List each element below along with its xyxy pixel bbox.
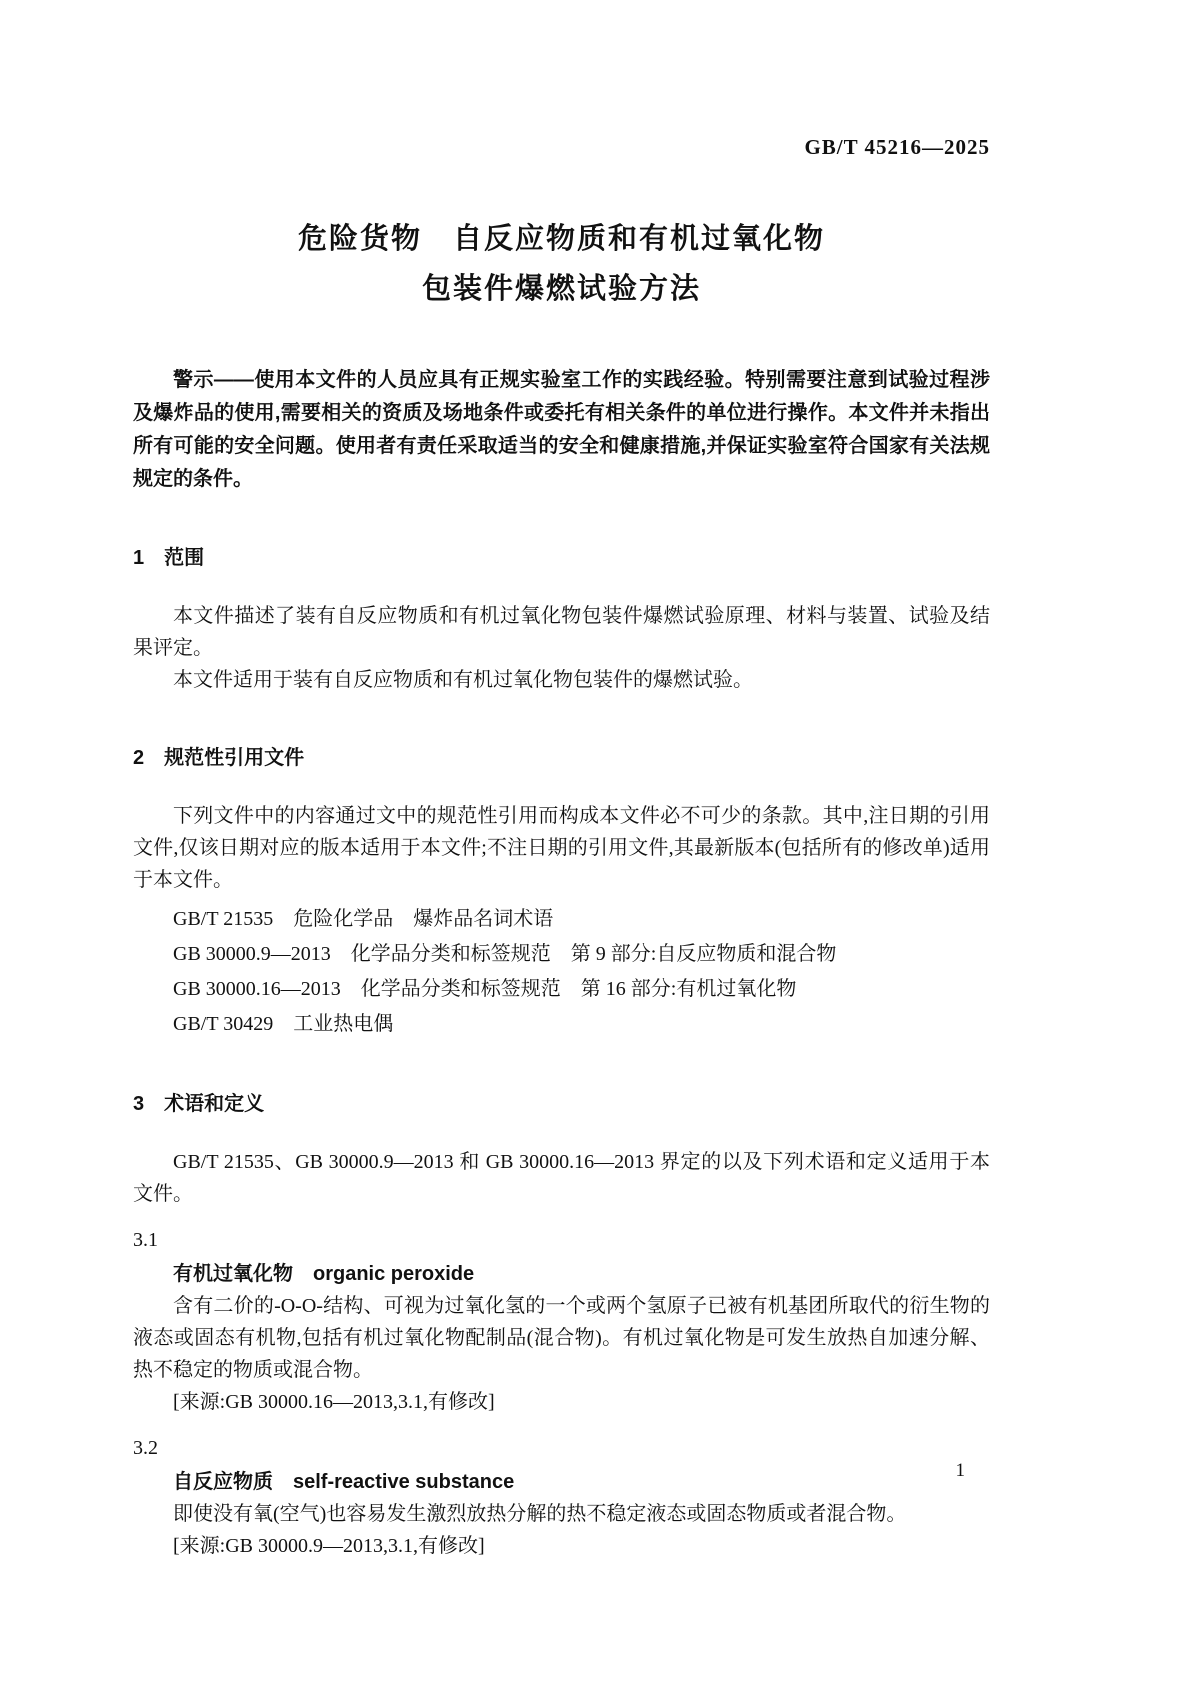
section-1-paragraph-2: 本文件适用于装有自反应物质和有机过氧化物包装件的爆燃试验。 [173, 669, 753, 691]
title-line-1: 危险货物 自反应物质和有机过氧化物 [297, 223, 825, 255]
term-entry-3-2 [133, 1432, 990, 1562]
warning-paragraph: 警示——使用本文件的人员应具有正规实验室工作的实践经验。特别需要注意到试验过程涉及爆炸品的使用,需要相关的资质及场地条件或委托有相关条件的单位进行操作。本文件并未指出所有可能的安全问题。使用者有责任采取适当的安全和健康措施,并保证实验室符合国家有关法规规定的条件。 [133, 369, 990, 490]
reference-item: GB/T 21535 危险化学品 爆炸品名词术语 [173, 908, 554, 930]
page-number: 1 [955, 1460, 965, 1481]
doc-number: GB/T 45216—2025 [804, 135, 990, 159]
term-entry-3-1 [133, 1224, 990, 1418]
term-name: 自反应物质 self-reactive substance [173, 1471, 515, 1493]
term-source: [来源:GB 30000.9—2013,3.1,有修改] [173, 1535, 485, 1557]
term-definition: 含有二价的-O-O-结构、可视为过氧化氢的一个或两个氢原子已被有机基团所取代的衍生物的液态或固态有机物,包括有机过氧化物配制品(混合物)。有机过氧化物是可发生放热自加速分解、热不稳定的物质或混合物。 [133, 1295, 990, 1381]
section-3-heading: 3 术语和定义 [133, 1093, 265, 1115]
title-line-2: 包装件爆燃试验方法 [421, 273, 701, 305]
section-1-heading: 1 范围 [133, 547, 205, 569]
section-1-paragraph-1: 本文件描述了装有自反应物质和有机过氧化物包装件爆燃试验原理、材料与装置、试验及结果评定。 [133, 605, 990, 659]
term-definition: 即使没有氧(空气)也容易发生激烈放热分解的热不稳定液态或固态物质或者混合物。 [173, 1503, 907, 1525]
term-number: 3.2 [133, 1437, 158, 1459]
section-2-intro: 下列文件中的内容通过文中的规范性引用而构成本文件必不可少的条款。其中,注日期的引用文件,仅该日期对应的版本适用于本文件;不注日期的引用文件,其最新版本(包括所有的修改单)适用于本文件。 [133, 805, 990, 891]
reference-list [133, 902, 990, 1042]
section-2-heading: 2 规范性引用文件 [133, 747, 305, 769]
reference-item: GB 30000.16—2013 化学品分类和标签规范 第 16 部分:有机过氧化物 [173, 978, 797, 1000]
term-source: [来源:GB 30000.16—2013,3.1,有修改] [173, 1391, 495, 1413]
term-name: 有机过氧化物 organic peroxide [173, 1263, 475, 1285]
term-number: 3.1 [133, 1229, 158, 1251]
document-title [133, 214, 990, 314]
reference-item: GB/T 30429 工业热电偶 [173, 1013, 394, 1035]
section-3-intro: GB/T 21535、GB 30000.9—2013 和 GB 30000.16—2013 界定的以及下列术语和定义适用于本文件。 [133, 1151, 990, 1205]
reference-item: GB 30000.9—2013 化学品分类和标签规范 第 9 部分:自反应物质和混合物 [173, 943, 837, 965]
